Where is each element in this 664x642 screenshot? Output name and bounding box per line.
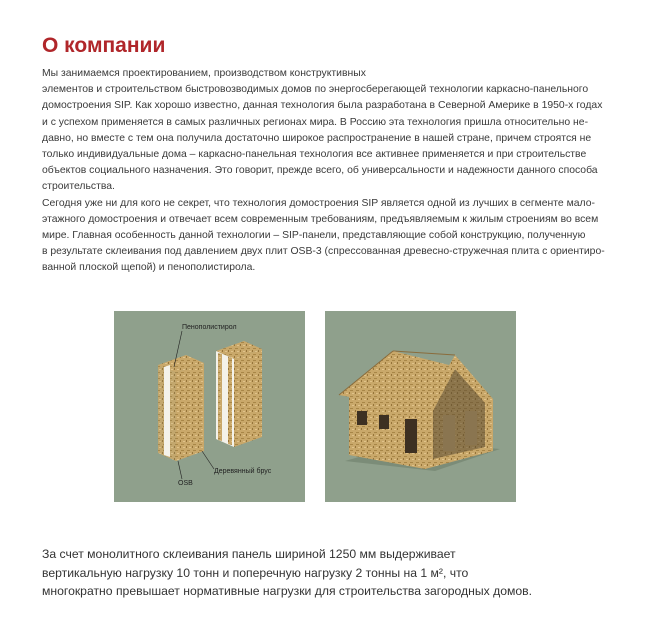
bottom-line: вертикальную нагрузку 10 тонн и поперечную нагрузку 2 тонны на 1 м², что <box>42 565 469 580</box>
label-osb: OSB <box>178 480 193 487</box>
intro-line: Сегодня уже ни для кого не секрет, что технология домостроения SIP является одной из лучших в сегменте мало- <box>42 197 595 209</box>
intro-line: и с успехом применяется в самых различных регионах мира. В Россию эта технология пришла относительно не- <box>42 116 589 128</box>
bottom-line: многократно превышает нормативные нагрузки для строительства загородных домов. <box>42 584 533 598</box>
intro-line: мире. Главная особенность данной технологии – SIP-панели, представляющие собой конструкцию, полученную <box>42 230 586 242</box>
intro-line: в результате склеивания под давлением двух плит OSB-3 (спрессованная древесно-стружечная плита с ориентиро- <box>42 246 605 258</box>
sip-house-image <box>325 311 516 502</box>
intro-line: объектов социального назначения. Это говорит, прежде всего, об универсальности и надежности данного способа <box>42 165 598 177</box>
intro-line: элементов и строительством быстровозводимых домов по энергосберегающей технологии каркасно-панельного <box>42 84 589 96</box>
page-title: О компании <box>42 34 166 57</box>
label-beam: Деревянный брус <box>214 468 272 475</box>
intro-line: ванной плоской щепой) и пенополистирола. <box>42 262 256 274</box>
sip-panel-illustration <box>114 311 305 502</box>
intro-text <box>42 66 632 277</box>
load-capacity-text <box>42 545 642 601</box>
intro-line: Мы занимаемся проектированием, производством конструктивных <box>42 68 366 79</box>
sip-panel-image <box>114 311 305 502</box>
intro-line: строительства. <box>42 181 115 193</box>
intro-line: этажного домостроения и отвечает всем современным требованиям, предъявляемым к жилым строениям во всем <box>42 213 599 225</box>
intro-line: давно, но вместе с тем она получила достаточно широкое распространение в нашей стране, причем строятся не <box>42 132 592 144</box>
bottom-line: За счет монолитного склеивания панель шириной 1250 мм выдерживает <box>42 547 456 561</box>
house-illustration <box>325 311 516 502</box>
intro-line: домостроения SIP. Как хорошо известно, данная технология была разработана в Северной Америке в 1950-х годах <box>42 100 603 112</box>
label-foam: Пенополистирол <box>182 324 237 331</box>
intro-line: только индивидуальные дома – каркасно-панельная технология все активнее применяется и при строительстве <box>42 149 587 161</box>
